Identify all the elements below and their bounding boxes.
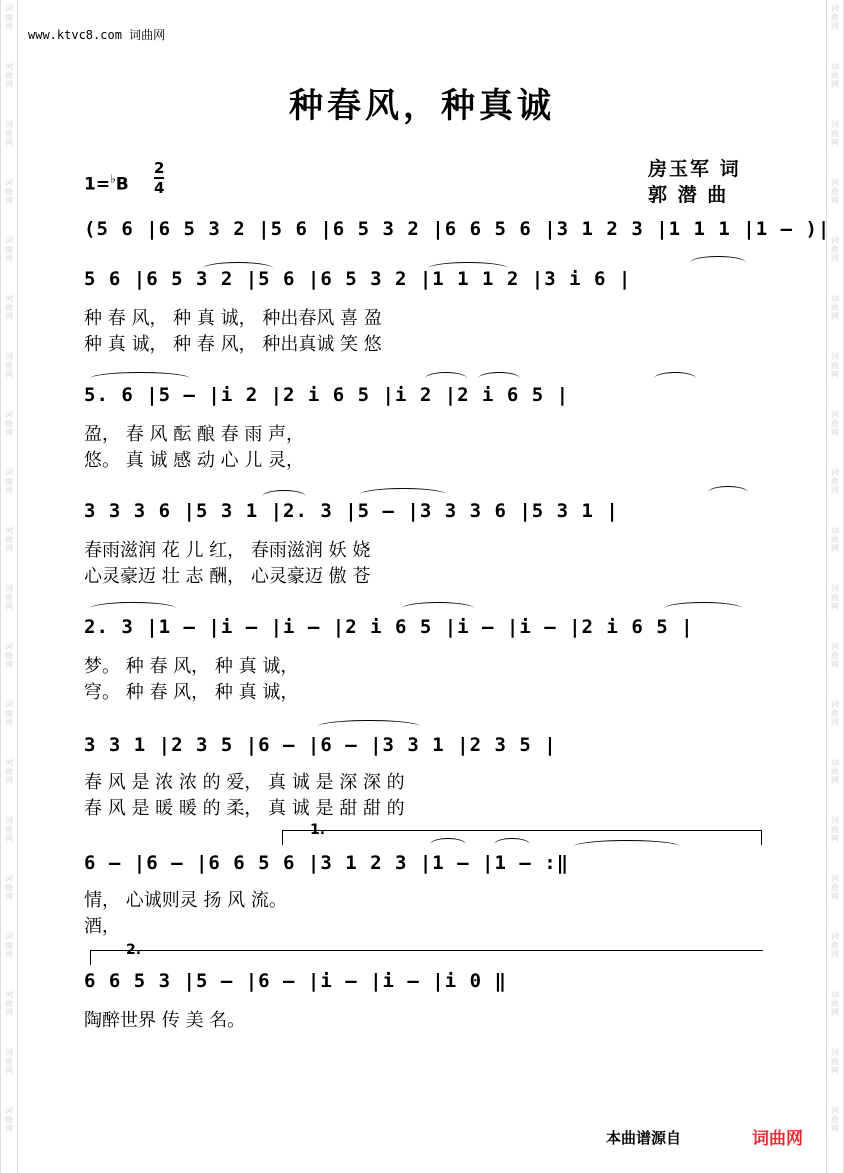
watermark-mark: 词 曲 网 bbox=[5, 4, 13, 31]
time-signature bbox=[154, 160, 164, 196]
watermark-mark: 词 曲 网 bbox=[5, 758, 13, 785]
lyric-row-7-verse-1: 陶醉世界 传 美 名。 bbox=[84, 1010, 246, 1031]
watermark-mark: 词 曲 网 bbox=[5, 700, 13, 727]
watermark-mark: 词 曲 网 bbox=[831, 758, 839, 785]
watermark-mark: 词 曲 网 bbox=[831, 352, 839, 379]
watermark-mark: 词 曲 网 bbox=[831, 294, 839, 321]
watermark-mark: 词 曲 网 bbox=[831, 236, 839, 263]
lyric-row-4-verse-1: 梦。 种 春 风， 种 真 诚， bbox=[84, 656, 299, 677]
left-watermark-strip bbox=[0, 0, 18, 1173]
lyric-row-1-verse-1: 种 春 风， 种 真 诚， 种出春风 喜 盈 bbox=[84, 308, 382, 329]
second-ending-bracket bbox=[90, 950, 763, 965]
watermark-mark: 词 曲 网 bbox=[831, 1048, 839, 1075]
lyric-row-6-verse-1: 情， 心诚则灵 扬 风 流。 bbox=[84, 890, 287, 911]
watermark-mark: 词 曲 网 bbox=[831, 4, 839, 31]
watermark-mark: 词 曲 网 bbox=[5, 410, 13, 437]
lyric-row-3-verse-2: 心灵豪迈 壮 志 酬， 心灵豪迈 傲 苍 bbox=[84, 566, 371, 587]
key-note: B bbox=[115, 174, 129, 195]
lyric-row-1-verse-2: 种 真 诚， 种 春 风， 种出真诚 笑 悠 bbox=[84, 334, 382, 355]
lyric-row-3-verse-1: 春雨滋润 花 儿 红， 春雨滋润 妖 娆 bbox=[84, 540, 371, 561]
site-logo[interactable]: 词曲网 bbox=[752, 1129, 803, 1149]
watermark-mark: 词 曲 网 bbox=[831, 410, 839, 437]
watermark-mark: 词 曲 网 bbox=[831, 62, 839, 89]
score-row-5: 3 3 1 |2 3 5 |6 – |6 – |3 3 1 |2 3 5 | bbox=[84, 734, 557, 756]
lyric-row-4-verse-2: 穹。 种 春 风， 种 真 诚， bbox=[84, 682, 299, 703]
source-label: 本曲谱源自 bbox=[606, 1129, 682, 1147]
watermark-mark: 词 曲 网 bbox=[831, 120, 839, 147]
lyricist-credit: 房玉军 词 bbox=[648, 158, 741, 180]
second-ending-number: 2. bbox=[126, 942, 142, 958]
watermark-mark: 词 曲 网 bbox=[831, 990, 839, 1017]
watermark-mark: 词 曲 网 bbox=[831, 932, 839, 959]
watermark-mark: 词 曲 网 bbox=[831, 468, 839, 495]
lyric-row-5-verse-2: 春 风 是 暖 暖 的 柔， 真 诚 是 甜 甜 的 bbox=[84, 798, 405, 819]
watermark-mark: 词 曲 网 bbox=[831, 700, 839, 727]
watermark-mark: 词 曲 网 bbox=[5, 352, 13, 379]
lyric-row-2-verse-1: 盈， 春 风 酝 酿 春 雨 声， bbox=[84, 424, 305, 445]
right-watermark-strip bbox=[826, 0, 844, 1173]
watermark-mark: 词 曲 网 bbox=[831, 874, 839, 901]
lyric-row-2-verse-2: 悠。 真 诚 感 动 心 儿 灵， bbox=[84, 450, 305, 471]
song-title: 种春风，种真诚 bbox=[289, 86, 555, 126]
watermark-mark: 词 曲 网 bbox=[5, 932, 13, 959]
score-row-6: 6 – |6 – |6 6 5 6 |3 1 2 3 |1 – |1 – :‖ bbox=[84, 852, 570, 874]
watermark-mark: 词 曲 网 bbox=[831, 642, 839, 669]
score-row-7: 6 6 5 3 |5 – |6 – |i – |i – |i 0 ‖ bbox=[84, 970, 507, 992]
key-prefix: 1= bbox=[84, 174, 111, 195]
score-row-4: 2. 3 |1 – |i – |i – |2 i 6 5 |i – |i – |2 i 6 5 | bbox=[84, 616, 694, 638]
watermark-mark: 词 曲 网 bbox=[5, 874, 13, 901]
score-row-3: 3 3 3 6 |5 3 1 |2. 3 |5 – |3 3 3 6 |5 3 1 | bbox=[84, 500, 619, 522]
watermark-mark: 词 曲 网 bbox=[5, 642, 13, 669]
lyric-row-6-verse-2: 酒， bbox=[84, 916, 120, 937]
meter-top: 2 bbox=[154, 159, 165, 177]
composer-credit: 郭 潜 曲 bbox=[648, 184, 729, 206]
watermark-mark: 词 曲 网 bbox=[5, 236, 13, 263]
first-ending-number: 1. bbox=[310, 822, 326, 838]
score-row-2: 5. 6 |5 – |i 2 |2 i 6 5 |i 2 |2 i 6 5 | bbox=[84, 384, 570, 406]
watermark-mark: 词 曲 网 bbox=[5, 990, 13, 1017]
score-row-intro: (5 6 |6 5 3 2 |5 6 |6 5 3 2 |6 6 5 6 |3 1 2 3 |1 1 1 |1 – )| bbox=[84, 218, 831, 240]
watermark-mark: 词 曲 网 bbox=[5, 1048, 13, 1075]
watermark-mark: 词 曲 网 bbox=[5, 526, 13, 553]
watermark-mark: 词 曲 网 bbox=[5, 178, 13, 205]
watermark-mark: 词 曲 网 bbox=[5, 584, 13, 611]
watermark-mark: 词 曲 网 bbox=[831, 816, 839, 843]
watermark-mark: 词 曲 网 bbox=[831, 526, 839, 553]
lyric-row-5-verse-1: 春 风 是 浓 浓 的 爱， 真 诚 是 深 深 的 bbox=[84, 772, 405, 793]
watermark-mark: 词 曲 网 bbox=[5, 1106, 13, 1133]
watermark-mark: 词 曲 网 bbox=[5, 120, 13, 147]
watermark-mark: 词 曲 网 bbox=[831, 584, 839, 611]
watermark-mark: 词 曲 网 bbox=[831, 178, 839, 205]
flat-sign: ♭ bbox=[110, 172, 116, 186]
meter-bottom: 4 bbox=[154, 179, 165, 197]
watermark-mark: 词 曲 网 bbox=[5, 294, 13, 321]
watermark-mark: 词 曲 网 bbox=[831, 1106, 839, 1133]
watermark-mark: 词 曲 网 bbox=[5, 816, 13, 843]
key-signature bbox=[84, 172, 129, 195]
watermark-mark: 词 曲 网 bbox=[5, 468, 13, 495]
score-row-1: 5 6 |6 5 3 2 |5 6 |6 5 3 2 |1 1 1 2 |3 i 6 | bbox=[84, 268, 632, 290]
site-header[interactable]: www.ktvc8.com 词曲网 bbox=[28, 28, 166, 42]
watermark-mark: 词 曲 网 bbox=[5, 62, 13, 89]
